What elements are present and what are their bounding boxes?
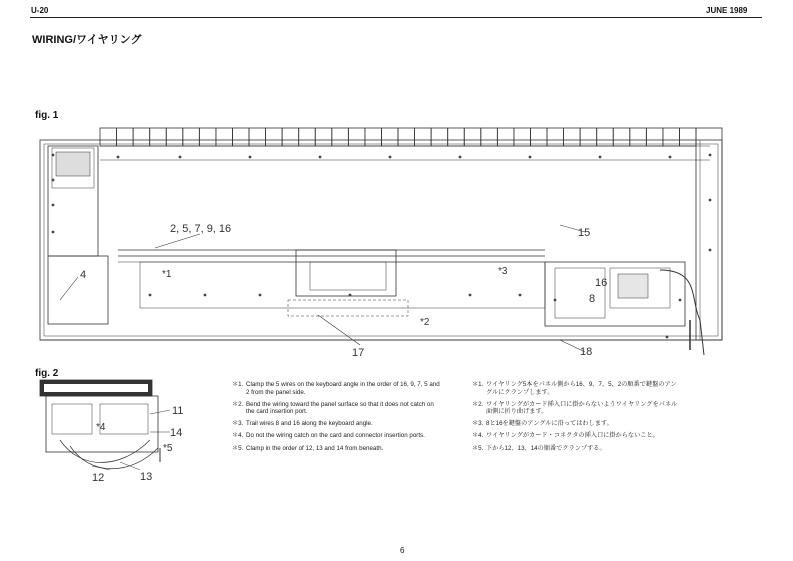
note-en-5: ＊5. Clamp in the order of 12, 13 and 14 from beneath. [232,444,384,452]
callout-star3: *3 [498,266,508,277]
document-date: JUNE 1989 [706,6,748,15]
model-code: U-20 [31,6,49,15]
callout-18: 18 [580,346,593,358]
note-en-1: ＊1. Clamp the 5 wires on the keyboard angle in the order of 16, 9, 7, 5 and 2 from the panel side. [232,381,440,396]
fig1-label: fig. 1 [35,110,59,121]
note-jp-1: ＊1. ワイヤリング5本をパネル側から16、9、7、5、2の順番で鍵盤のアングルにクランプします。 [472,381,677,396]
note-en-4: ＊4. Do not the wiring catch on the card and connector insertion ports. [232,432,425,440]
note-en-3: ＊3. Trail wires 8 and 16 along the keyboard angle. [232,420,373,428]
note-en-2: ＊2. Bend the wiring toward the panel surface so that it does not catch on the card insertion port. [232,400,434,416]
callout-15: 15 [578,227,591,239]
callout-16: 16 [595,277,608,289]
callout-12: 12 [92,472,105,484]
callout-13: 13 [140,471,153,483]
page-title: WIRING/ワイヤリング [32,34,142,46]
callout-17: 17 [352,347,365,359]
page-number: 6 [400,546,405,555]
callout-8: 8 [589,293,596,305]
notes-english [232,381,440,457]
fig2-label: fig. 2 [35,368,59,379]
note-jp-4: ＊4. ワイヤリングがカード・コネクタの挿入口に掛からないこと。 [472,432,659,440]
note-jp-2: ＊2. ワイヤリングがカード挿入口に掛からないようワイヤリングをパネル面側に折り曲げます。 [472,400,678,416]
notes-japanese [472,381,682,457]
callout-star5: *5 [163,443,173,454]
callout-14: 14 [170,427,183,439]
note-jp-3: ＊3. 8と16を鍵盤のアングルに沿ってはわします。 [472,420,613,428]
callout-star2: *2 [420,317,430,328]
callout-star4: *4 [96,422,106,433]
callout-star1: *1 [162,269,172,280]
callout-4: 4 [80,269,87,281]
callout-11: 11 [172,405,184,417]
note-jp-5: ＊5. 下から12、13、14の順番でクランプする。 [472,444,606,452]
callout-wires-2-5-7-9-16: 2, 5, 7, 9, 16 [170,223,232,235]
